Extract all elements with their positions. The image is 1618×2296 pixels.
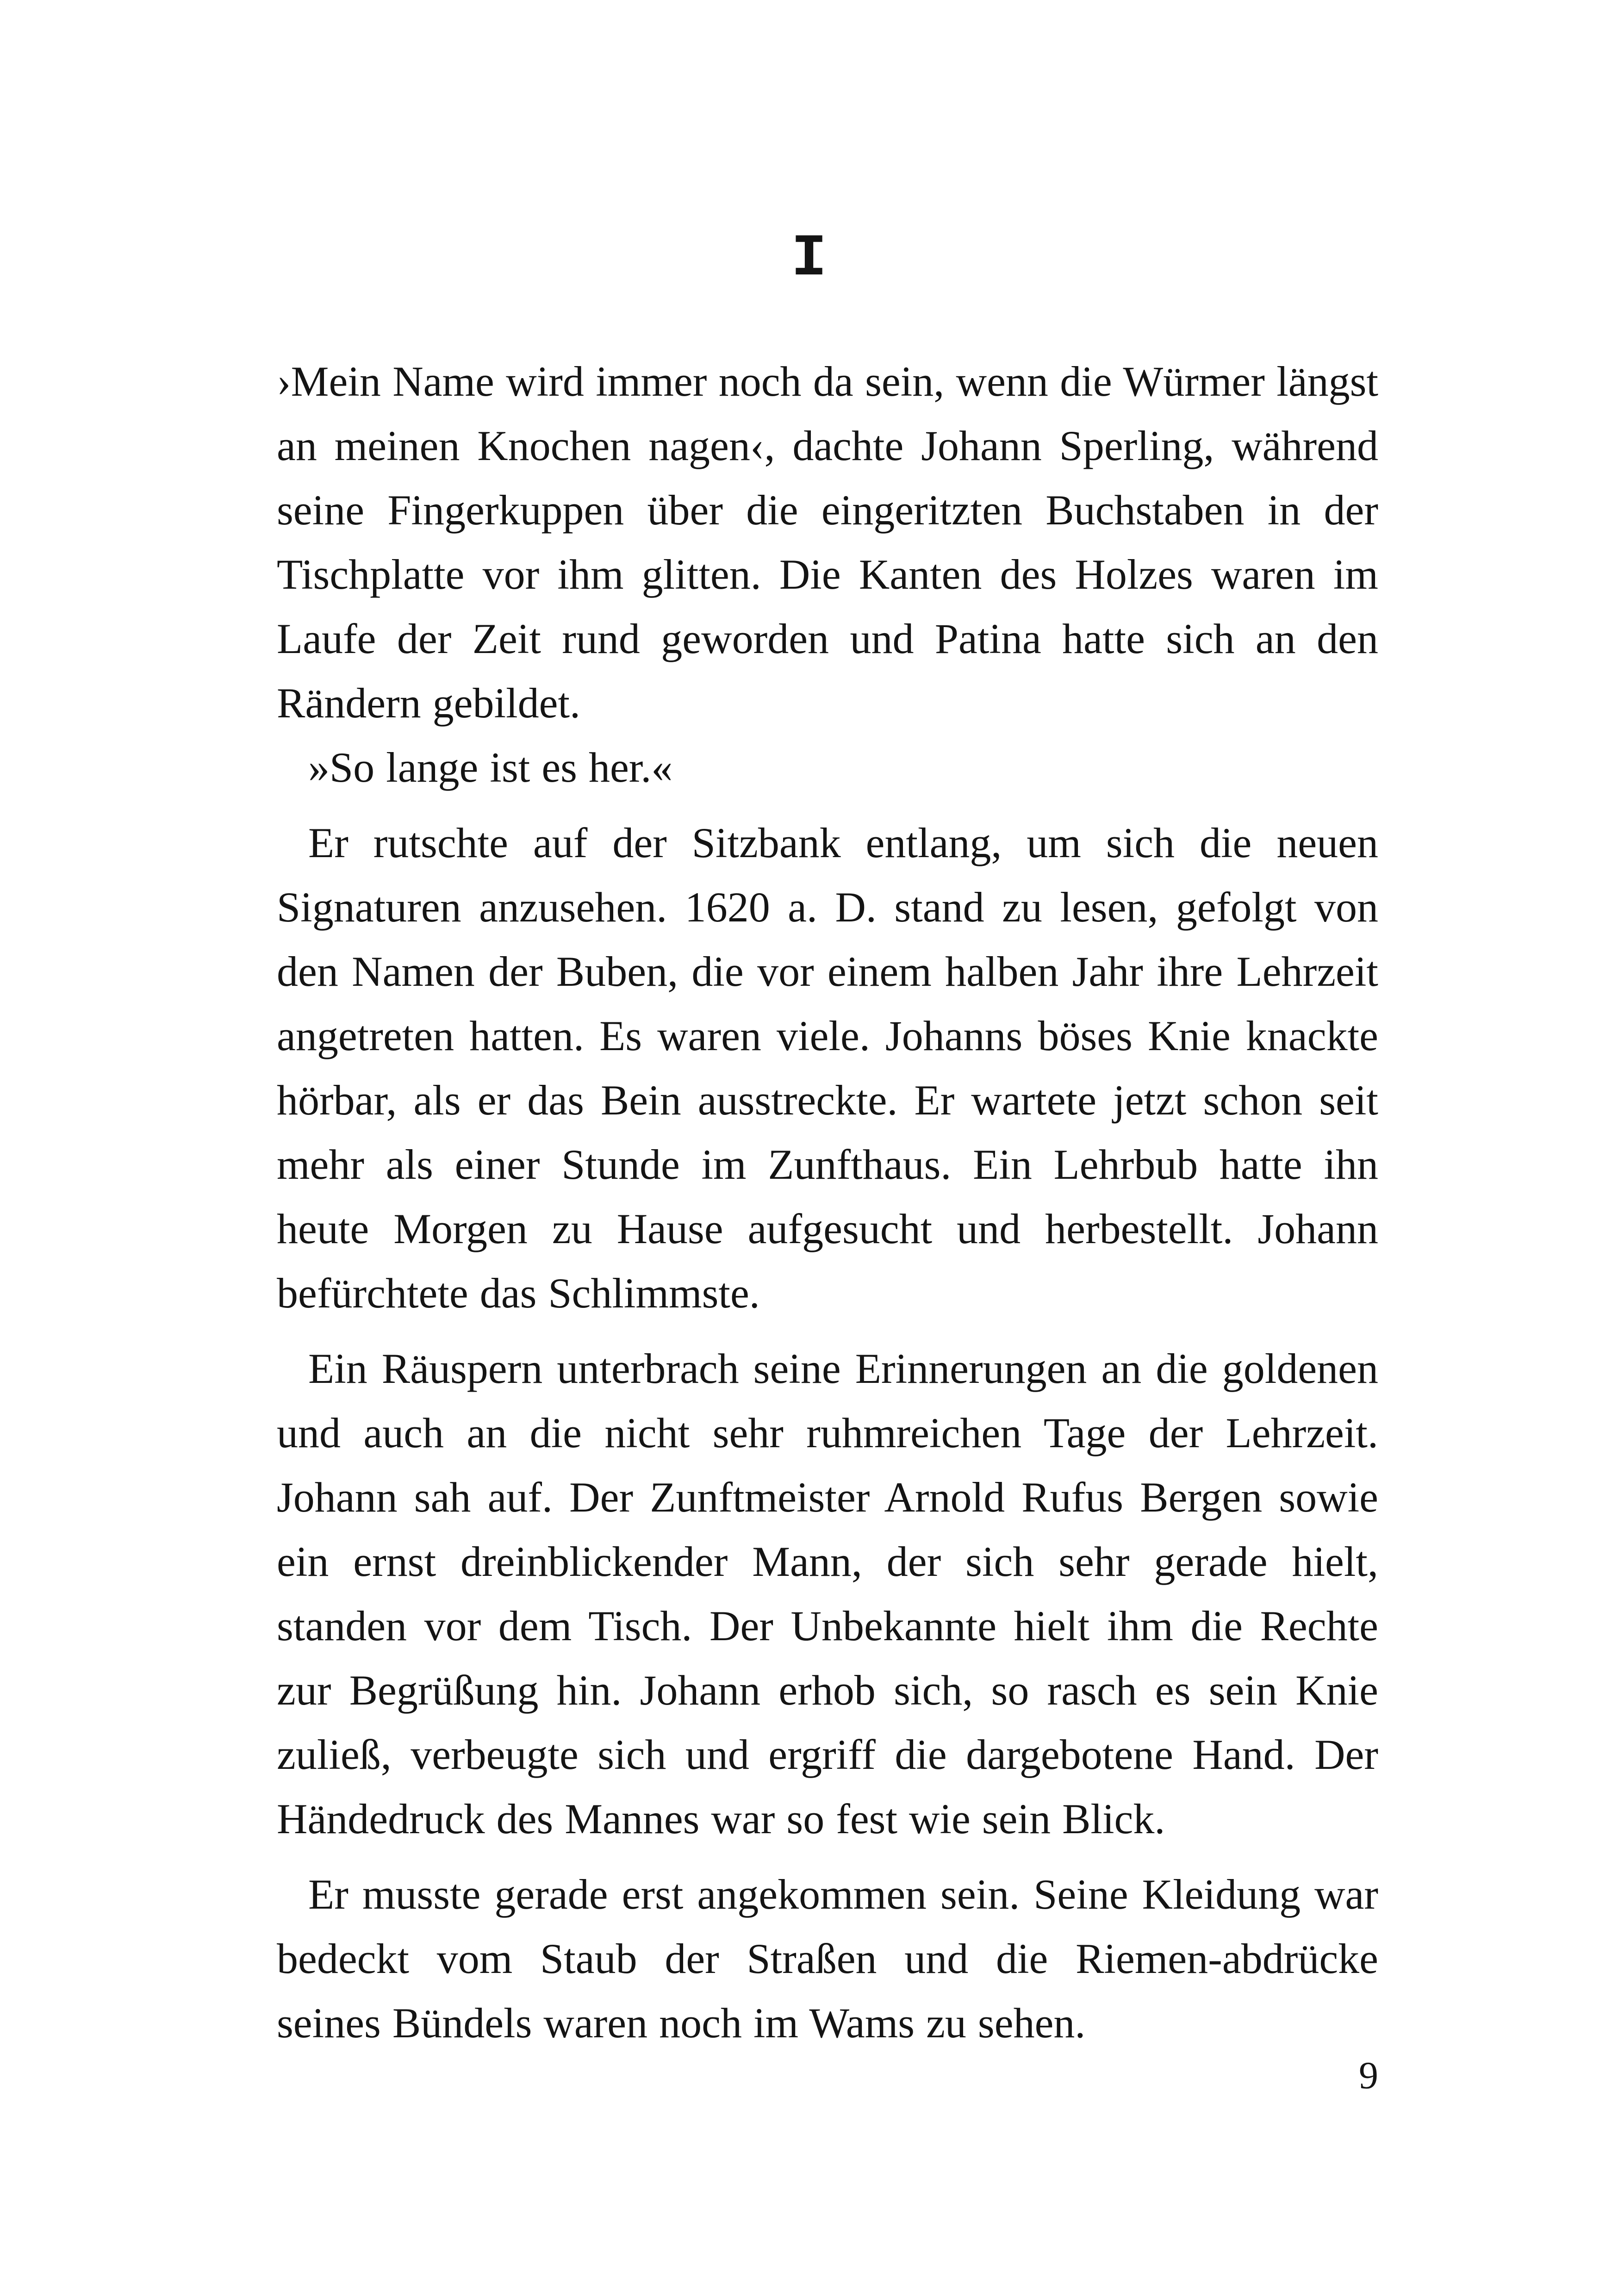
- chapter-heading: I: [791, 225, 827, 292]
- paragraph-3: Er rutschte auf der Sitzbank entlang, um sich die neuen Signaturen anzusehen. 1620 a. D. stand zu lesen, gefolgt von den Namen der Buben, die vor einem halben Jahr ihre Lehrzeit angetreten hatten. Es waren viele. Johanns böses Knie knackte hörbar, als er das Bein ausstreckte. Er wartete jetzt schon seit mehr als einer Stunde im Zunfthaus. Ein Lehrbub hatte ihn heute Morgen zu Hause aufgesucht und herbestellt. Johann befürchtete das Schlimmste.: [277, 819, 1378, 1317]
- paragraph-4: Ein Räuspern unterbrach seine Erinnerungen an die goldenen und auch an die nicht sehr ruhmreichen Tage der Lehrzeit. Johann sah auf. Der Zunftmeister Arnold Rufus Bergen sowie ein ernst dreinblickender Mann, der sich sehr gerade hielt, standen vor dem Tisch. Der Unbekannte hielt ihm die Rechte zur Begrüßung hin. Johann erhob sich, so rasch es sein Knie zuließ, verbeugte sich und ergriff die dargebotene Hand. Der Händedruck des Mannes war so fest wie sein Blick.: [277, 1345, 1378, 1842]
- paragraph-2: »So lange ist es her.«: [308, 744, 673, 791]
- page-number: 9: [1359, 2054, 1378, 2097]
- paragraph-5: Er musste gerade erst angekommen sein. Seine Kleidung war bedeckt vom Staub der Straßen und die Riemen-abdrücke seines Bündels waren noch im Wams zu sehen.: [277, 1871, 1378, 2047]
- paragraph-1: ›Mein Name wird immer noch da sein, wenn die Würmer längst an meinen Knochen nagen‹, dachte Johann Sperling, während seine Fingerkuppen über die eingeritzten Buchstaben in der Tischplatte vor ihm glitten. Die Kanten des Holzes waren im Laufe der Zeit rund geworden und Patina hatte sich an den Rändern gebildet.: [277, 358, 1378, 727]
- body-text: [277, 349, 1378, 2055]
